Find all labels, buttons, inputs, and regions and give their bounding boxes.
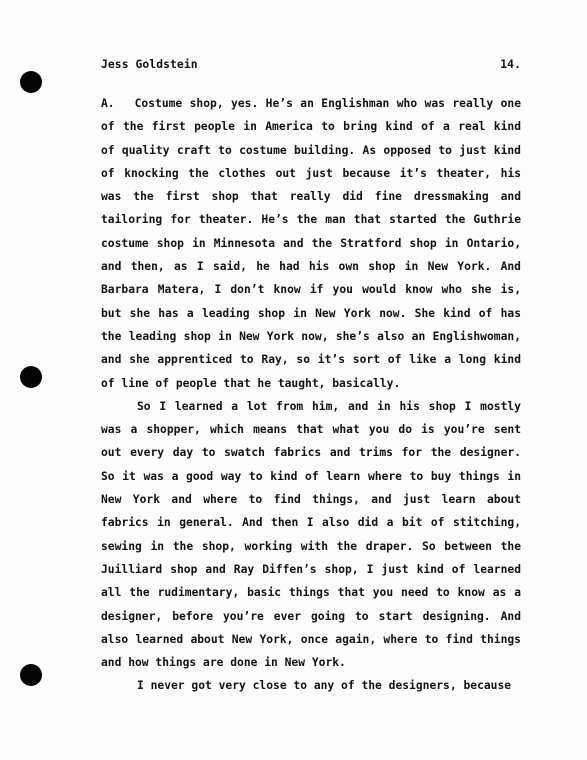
binder-hole-top — [20, 71, 42, 93]
interviewee-name: Jess Goldstein — [101, 58, 198, 71]
page-number: 14. — [500, 58, 521, 71]
paragraph-3: I never got very close to any of the designers, because — [137, 679, 512, 693]
answer-marker: A. — [101, 97, 115, 110]
paragraph-text: Costume shop, yes. He’s an Englishman who was really one of the first people in America to bring kind of a real kind of quality craft to costume building. As opposed to just kind of knocking the clothes out just because it’s theater, his was the first shop that really did fine dressmaking and tailoring for theater. He’s the man that started the Guthrie costume shop in Minnesota and the Stratford shop in Ontario, and then, as I said, he had his own shop in New York. And Barbara Matera, I don’t know if you would know who she is, but she has a leading shop in New York now. She kind of has the leading shop in New York now, she’s also an Englishwoman, and she apprenticed to Ray, so it’s sort of like a long kind of line of people that he taught, basically. — [101, 97, 521, 390]
binder-hole-bottom — [20, 664, 42, 686]
paragraph-2: So I learned a lot from him, and in his shop I mostly was a shopper, which means that what you do is you’re sent out every day to swatch fabrics and trims for the designer. So it was a good way to kind of learn where to buy things in New York and where to find things, and just learn about fabrics in general. And then I also did a bit of stitching, sewing in the shop, working with the draper. So between the Juilliard shop and Ray Diffen’s shop, I just kind of learned all the rudimentary, basic things that you need to know as a designer, before you’re ever going to start designing. And also learned about New York, once again, where to find things and how things are done in New York. — [101, 399, 521, 670]
transcript-body — [101, 92, 521, 698]
answer-paragraph — [101, 92, 521, 395]
binder-hole-middle — [20, 366, 42, 388]
